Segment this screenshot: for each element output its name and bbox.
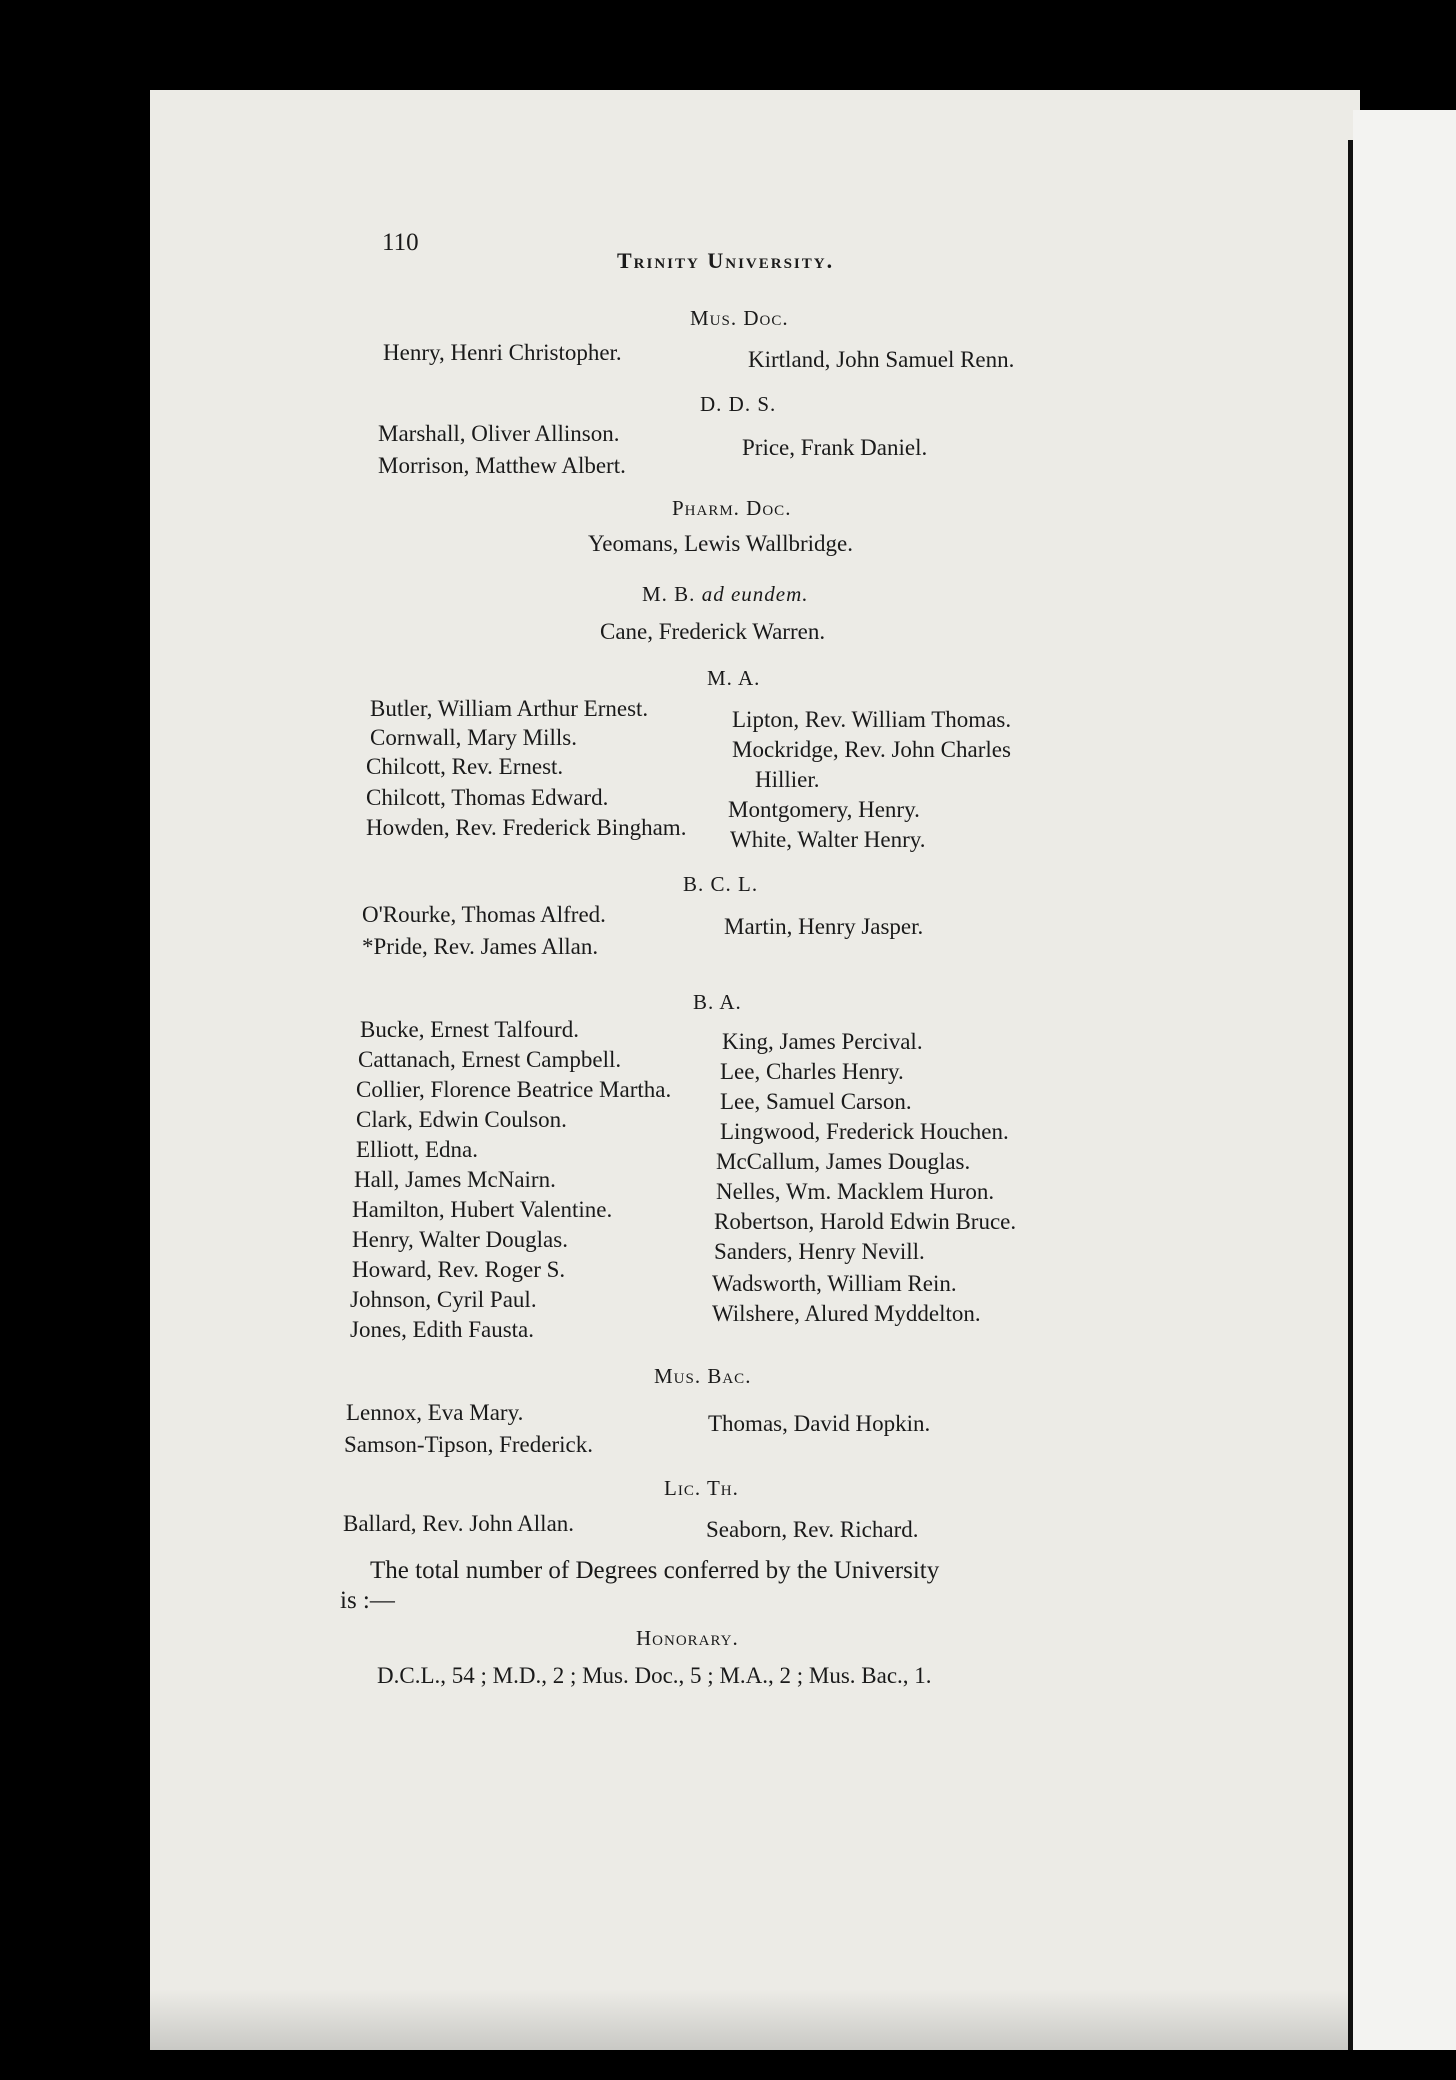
entry-ba-right-1: King, James Percival. — [722, 1029, 923, 1054]
entry-ma-left-3: Chilcott, Rev. Ernest. — [366, 754, 564, 779]
entry-ba-left-8: Henry, Walter Douglas. — [352, 1227, 568, 1252]
entry-ba-right-8: Sanders, Henry Nevill. — [714, 1239, 925, 1264]
entry-ba-left-11: Jones, Edith Fausta. — [350, 1317, 534, 1342]
entry-ba-right-4: Lingwood, Frederick Houchen. — [720, 1119, 1009, 1144]
heading-ma: M. A. — [707, 666, 761, 690]
running-title: Trinity University. — [617, 248, 835, 273]
entry-dds-right-1: Price, Frank Daniel. — [742, 435, 928, 460]
entry-ma-right-5: White, Walter Henry. — [730, 827, 926, 852]
entry-ba-left-2: Cattanach, Ernest Campbell. — [358, 1047, 622, 1072]
entry-pharm-doc-1: Yeomans, Lewis Wallbridge. — [588, 531, 853, 556]
heading-lic-th: Lic. Th. — [664, 1476, 739, 1500]
page-number: 110 — [382, 229, 419, 256]
total-degrees-line-1: The total number of Degrees conferred by the University — [370, 1557, 940, 1584]
gutter-rule — [1348, 140, 1353, 2050]
heading-honorary: Honorary. — [636, 1626, 739, 1650]
entry-dds-left-2: Morrison, Matthew Albert. — [378, 453, 626, 478]
entry-ma-right-4: Montgomery, Henry. — [728, 797, 920, 822]
entry-ba-right-5: McCallum, James Douglas. — [716, 1149, 971, 1174]
entry-ba-left-3: Collier, Florence Beatrice Martha. — [356, 1077, 672, 1102]
entry-mus-bac-left-2: Samson-Tipson, Frederick. — [344, 1432, 593, 1457]
entry-ba-left-10: Johnson, Cyril Paul. — [350, 1287, 537, 1312]
entry-ma-right-1: Lipton, Rev. William Thomas. — [732, 707, 1012, 732]
entry-dds-left-1: Marshall, Oliver Allinson. — [378, 421, 620, 446]
entry-lic-th-right-1: Seaborn, Rev. Richard. — [706, 1517, 919, 1542]
page-bottom-shadow — [150, 1990, 1353, 2050]
entry-bcl-left-1: O'Rourke, Thomas Alfred. — [362, 902, 606, 927]
heading-mb-qualifier: ad eundem. — [701, 582, 809, 606]
entry-bcl-left-2: *Pride, Rev. James Allan. — [362, 934, 599, 959]
entry-ba-right-6: Nelles, Wm. Macklem Huron. — [716, 1179, 995, 1204]
heading-pharm-doc: Pharm. Doc. — [672, 496, 792, 520]
entry-ba-right-7: Robertson, Harold Edwin Bruce. — [714, 1209, 1017, 1234]
heading-mb-degree: M. B. — [642, 582, 696, 606]
entry-ma-right-3: Hillier. — [755, 767, 820, 792]
heading-mb — [642, 584, 809, 605]
entry-lic-th-left-1: Ballard, Rev. John Allan. — [343, 1511, 575, 1536]
entry-ma-left-5: Howden, Rev. Frederick Bingham. — [366, 815, 687, 840]
entry-ba-left-1: Bucke, Ernest Talfourd. — [360, 1017, 579, 1042]
honorary-summary: D.C.L., 54 ; M.D., 2 ; Mus. Doc., 5 ; M.A., 2 ; Mus. Bac., 1. — [377, 1663, 932, 1688]
entry-mus-doc-right-1: Kirtland, John Samuel Renn. — [748, 347, 1015, 372]
entry-ba-right-9: Wadsworth, William Rein. — [712, 1271, 957, 1296]
heading-mus-doc: Mus. Doc. — [690, 306, 789, 330]
entry-ma-left-2: Cornwall, Mary Mills. — [370, 725, 577, 750]
entry-ba-left-6: Hall, James McNairn. — [354, 1167, 556, 1192]
entry-mus-bac-right-1: Thomas, David Hopkin. — [708, 1411, 931, 1436]
total-degrees-line-2: is :— — [340, 1587, 395, 1614]
entry-ma-left-4: Chilcott, Thomas Edward. — [366, 785, 609, 810]
entry-mus-bac-left-1: Lennox, Eva Mary. — [346, 1400, 524, 1425]
heading-dds: D. D. S. — [700, 392, 777, 416]
entry-ba-left-9: Howard, Rev. Roger S. — [352, 1257, 566, 1282]
facing-page-strip — [1353, 110, 1456, 2050]
entry-ma-left-1: Butler, William Arthur Ernest. — [370, 696, 649, 721]
entry-bcl-right-1: Martin, Henry Jasper. — [724, 914, 924, 939]
entry-ba-right-3: Lee, Samuel Carson. — [720, 1089, 912, 1114]
entry-ba-left-4: Clark, Edwin Coulson. — [356, 1107, 567, 1132]
heading-bcl: B. C. L. — [683, 872, 759, 896]
entry-ma-right-2: Mockridge, Rev. John Charles — [732, 737, 1011, 762]
entry-ba-left-5: Elliott, Edna. — [356, 1137, 479, 1162]
entry-mus-doc-left-1: Henry, Henri Christopher. — [383, 340, 622, 365]
entry-ba-right-2: Lee, Charles Henry. — [720, 1059, 904, 1084]
heading-ba: B. A. — [693, 990, 742, 1014]
entry-mb-1: Cane, Frederick Warren. — [600, 619, 826, 644]
entry-ba-right-10: Wilshere, Alured Myddelton. — [712, 1301, 981, 1326]
heading-mus-bac: Mus. Bac. — [654, 1364, 752, 1388]
entry-ba-left-7: Hamilton, Hubert Valentine. — [352, 1197, 613, 1222]
